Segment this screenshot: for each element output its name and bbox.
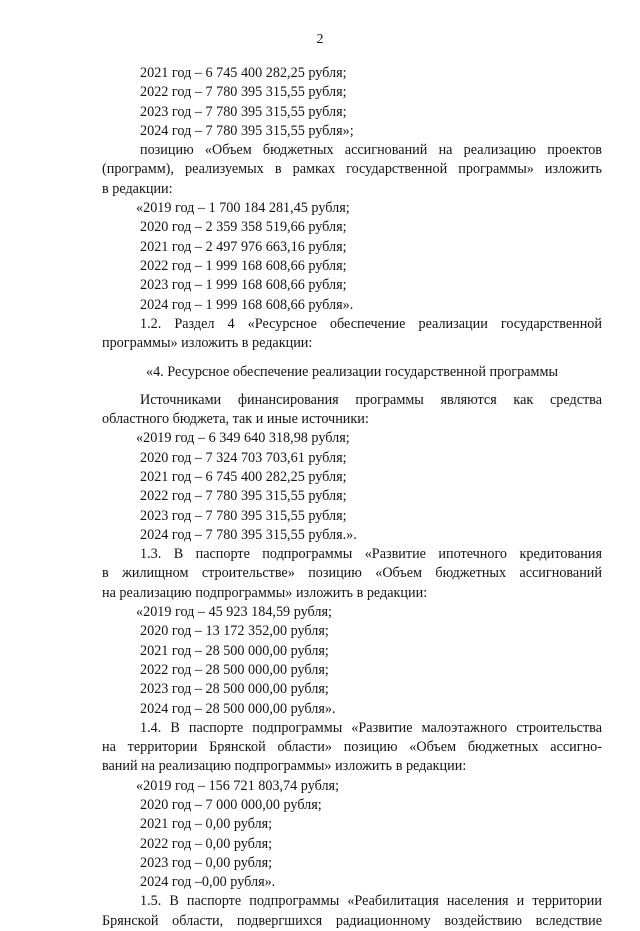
text-line: 2022 год – 7 780 395 315,55 рубля; bbox=[140, 488, 347, 505]
text-line: 2024 год –0,00 рубля». bbox=[140, 874, 276, 891]
text-line: на реализацию подпрограммы» изложить в редакции: bbox=[102, 584, 428, 601]
text-line: 2024 год – 28 500 000,00 рубля». bbox=[140, 700, 336, 717]
text-line: 2020 год – 2 359 358 519,66 рубля; bbox=[140, 219, 347, 236]
text-line: 2020 год – 7 324 703 703,61 рубля; bbox=[140, 449, 347, 466]
spacer bbox=[102, 353, 602, 363]
spacer bbox=[102, 383, 602, 391]
text-line: 2022 год – 0,00 рубля; bbox=[140, 835, 273, 852]
text-line: 1.5. В паспорте подпрограммы «Реабилитация населения и территории bbox=[140, 893, 602, 910]
text-line: 2021 год – 2 497 976 663,16 рубля; bbox=[140, 238, 347, 255]
text-line: «2019 год – 45 923 184,59 рубля; bbox=[136, 604, 332, 621]
text-line: (программ), реализуемых в рамках государственной программы» изложить bbox=[102, 161, 602, 178]
text-line: 2020 год – 13 172 352,00 рубля; bbox=[140, 623, 329, 640]
text-line: 1.3. В паспорте подпрограммы «Развитие ипотечного кредитования bbox=[140, 546, 602, 563]
text-line: Источниками финансирования программы являются как средства bbox=[140, 391, 602, 408]
text-line: 2020 год – 7 000 000,00 рубля; bbox=[140, 796, 322, 813]
text-line: 2022 год – 1 999 168 608,66 рубля; bbox=[140, 257, 347, 274]
text-line: программы» изложить в редакции: bbox=[102, 335, 313, 352]
document-body bbox=[102, 64, 602, 931]
page-number: 2 bbox=[316, 32, 324, 47]
text-line: 2024 год – 7 780 395 315,55 рубля»; bbox=[140, 122, 354, 139]
text-line: областного бюджета, так и иные источники: bbox=[102, 411, 369, 428]
text-line: 2023 год – 7 780 395 315,55 рубля; bbox=[140, 103, 347, 120]
text-line: Брянской области, подвергшихся радиационному воздействию вследствие bbox=[102, 912, 602, 929]
text-line: 2024 год – 7 780 395 315,55 рубля.». bbox=[140, 526, 357, 543]
text-line: 2023 год – 0,00 рубля; bbox=[140, 854, 273, 871]
text-line: 2022 год – 28 500 000,00 рубля; bbox=[140, 661, 329, 678]
text-line: позицию «Объем бюджетных ассигнований на реализацию проектов bbox=[140, 142, 602, 159]
text-line: 2022 год – 7 780 395 315,55 рубля; bbox=[140, 84, 347, 101]
text-line: в редакции: bbox=[102, 180, 173, 197]
text-line: 2021 год – 6 745 400 282,25 рубля; bbox=[140, 65, 347, 81]
text-line: 2023 год – 28 500 000,00 рубля; bbox=[140, 681, 329, 698]
text-line: 2023 год – 1 999 168 608,66 рубля; bbox=[140, 277, 347, 294]
text-line: ваний на реализацию подпрограммы» изложить в редакции: bbox=[102, 758, 467, 775]
text-line: «2019 год – 1 700 184 281,45 рубля; bbox=[136, 200, 350, 217]
text-line: 2024 год – 1 999 168 608,66 рубля». bbox=[140, 296, 354, 313]
text-line: «2019 год – 156 721 803,74 рубля; bbox=[136, 777, 340, 794]
text-line: 2021 год – 0,00 рубля; bbox=[140, 816, 273, 833]
text-line: 1.4. В паспорте подпрограммы «Развитие малоэтажного строительства bbox=[140, 719, 602, 736]
text-line: на территории Брянской области» позицию «Объем бюджетных ассигно- bbox=[102, 739, 602, 756]
text-line: 2021 год – 28 500 000,00 рубля; bbox=[140, 642, 329, 659]
section-heading: «4. Ресурсное обеспечение реализации государственной программы bbox=[145, 364, 559, 381]
text-line: в жилищном строительстве» позицию «Объем бюджетных ассигнований bbox=[102, 565, 602, 582]
text-line: 1.2. Раздел 4 «Ресурсное обеспечение реализации государственной bbox=[140, 315, 602, 332]
text-line: 2023 год – 7 780 395 315,55 рубля; bbox=[140, 507, 347, 524]
text-line: 2021 год – 6 745 400 282,25 рубля; bbox=[140, 468, 347, 485]
text-line: «2019 год – 6 349 640 318,98 рубля; bbox=[136, 430, 350, 447]
